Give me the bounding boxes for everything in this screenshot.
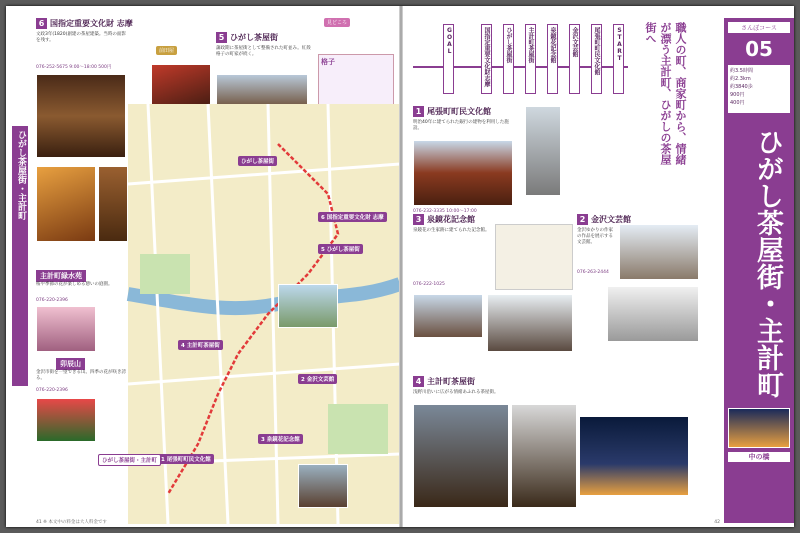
course-number: 05 [745,37,773,61]
timeline-item: 主計町茶屋街 [525,24,536,94]
sakura-photo [36,306,96,352]
section-3-info: 076-222-1025 [413,282,445,287]
owari-building-photo [413,140,513,206]
page-number: 41 [36,520,42,525]
section-1-title [413,106,491,117]
left-footer [36,519,107,525]
course-bar [724,18,794,523]
stat-time: 約3.5時間 [730,68,753,74]
magazine-spread [6,6,794,527]
section-1-info: 076-232-3335 10:00〜17:00 [413,209,477,214]
kyoka-street-photo [413,294,483,338]
map-label-owari[interactable]: 1 尾張町町民文化館 [158,454,214,464]
section-6-text: 文政3年(1820)創建の茶屋建築。当時の面影を残す。 [36,32,126,43]
footer-note: ※ 本文中の料金は大人料金です [43,520,107,525]
section-number: 3 [413,214,424,225]
utatsuyama-info: 076-220-2396 [36,388,68,393]
side-tab-title: ひがし茶屋街・主計町 [16,130,26,220]
utatsuyama-title [56,358,85,370]
shima-teahouse-photo [36,74,126,158]
building-photo [298,464,348,508]
map-label-shima[interactable]: 6 国指定重要文化財 志摩 [318,212,387,222]
side-tab [12,126,28,386]
course-tag: さんぽコース [728,22,790,33]
tag-maeda: 前田屋 [156,46,177,55]
section-number: 5 [216,32,227,43]
section-number: 4 [413,376,424,387]
map-course-label: ひがし茶屋街・主計町 [98,454,161,466]
manuscript-photo [495,224,573,290]
section-3-title [413,214,475,225]
river-photo [278,284,338,328]
timeline-item: 泉鏡花記念館 [547,24,558,94]
utatsuyama-label: 卯辰山 [56,358,85,370]
map-label-higashi[interactable]: ひがし茶屋街 [238,156,277,166]
section-4-title [413,376,475,387]
section-title: 主計町茶屋街 [427,377,475,386]
nakanohashi-caption: 中の橋 [728,452,790,462]
section-5-text: 藩政期に茶屋街として整備された町並み。紅殻格子の町家が続く。 [216,46,311,57]
section-number: 1 [413,106,424,117]
map-label-bungei[interactable]: 2 金沢文芸館 [298,374,337,384]
course-title: ひがし茶屋街・主計町 [752,128,783,398]
section-4-text: 浅野川沿いに広がる情緒あふれる茶屋街。 [413,390,499,395]
section-2-info: 076-263-2444 [577,270,609,275]
alley-photo [511,404,577,508]
section-title: 金沢文芸館 [591,215,631,224]
timeline-item: 尾張町町民文化館 [591,24,602,94]
ryokusuien-label: 主計町緑水苑 [36,270,86,282]
section-3-text: 泉鏡花の生家跡に建てられた記念館。 [413,228,490,233]
tag-midokoro: 見どころ [324,18,350,27]
map-label-kyoka[interactable]: 3 泉鏡花記念館 [258,434,303,444]
nakanohashi-photo [728,408,790,448]
map-label-kazuemachi[interactable]: 4 主計町茶屋街 [178,340,223,350]
ryokusuien-text: 桜や季節の花が楽しめる憩いの庭園。 [36,282,113,287]
lattice-title: 格子 [321,58,335,66]
timeline-item: 国指定重要文化財志摩 [481,24,492,94]
bungeikan-photo [619,224,699,280]
stat-steps: 約3840歩 [730,84,753,90]
timeline-goal: GOAL [443,24,454,94]
section-6-title [36,18,133,29]
flowers-photo [36,398,96,442]
right-footer [714,520,720,525]
statue-photo [487,294,573,352]
night-river-photo [579,416,689,496]
section-title: 国指定重要文化財 志摩 [50,19,133,28]
section-number: 2 [577,214,588,225]
section-title: 尾張町町民文化館 [427,107,491,116]
ryokusuien-title [36,270,86,282]
section-1-text: 明治40年に建てられた銀行の建物を利用した施設。 [413,120,509,131]
right-page [403,6,794,527]
section-2-text: 金沢ゆかりの作家の作品を展示する文芸館。 [577,228,613,245]
lantern-photo [98,166,128,242]
timeline-item: ひがし茶屋街 [503,24,514,94]
stone-monument-photo [525,106,561,196]
stat-distance: 約2.3km [730,76,751,82]
map-label-higashi-5[interactable]: 5 ひがし茶屋街 [318,244,363,254]
section-6-info: 076-252-5675 9:00〜18:00 500円 [36,65,112,70]
page-number: 42 [714,520,720,525]
stats-box [728,65,790,113]
interior-photo [36,166,96,242]
bungeikan-detail-photo [607,286,699,342]
utatsuyama-text: 金沢市街を一望できる山。四季の花が咲き誇る。 [36,370,126,381]
stat-cost2: 400円 [730,100,745,106]
section-5-title [216,32,278,43]
lead-text: 職人の町、商家町から、情緒が漂う主計町、ひがしの茶屋街へ [644,22,687,165]
left-page [6,6,399,527]
course-timeline [413,18,633,102]
ryokusuien-info: 076-220-2396 [36,298,68,303]
section-title: 泉鏡花記念館 [427,215,475,224]
timeline-item: 金沢文芸館 [569,24,580,94]
walking-map[interactable] [102,104,400,524]
timeline-start: START [613,24,624,94]
section-title: ひがし茶屋街 [230,33,278,42]
kazuemachi-street-photo [413,404,509,508]
section-number: 6 [36,18,47,29]
stat-cost1: 900円 [730,92,745,98]
